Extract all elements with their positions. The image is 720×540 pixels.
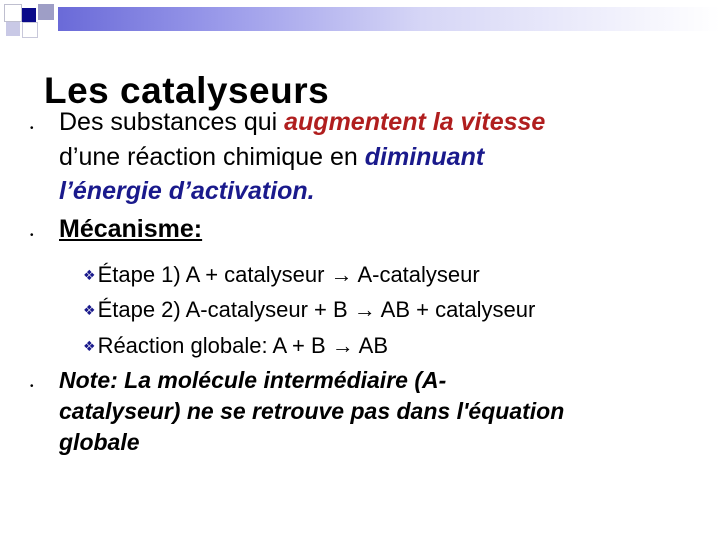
- decorative-square: [6, 22, 20, 36]
- bullet-1-highlight-red: augmentent la vitesse: [284, 108, 546, 136]
- sub-bullet-text: Étape 2) A-catalyseur + B → AB + catalyseur: [97, 297, 536, 322]
- bullet-icon: •: [30, 230, 34, 241]
- bullet-1-text: Des substances qui: [59, 108, 285, 136]
- note-line-3: globale: [59, 429, 140, 455]
- decorative-square: [4, 4, 22, 22]
- bullet-1-line-1: [59, 108, 545, 137]
- diamond-bullet-icon: ❖: [83, 267, 96, 283]
- decorative-square: [22, 22, 38, 38]
- note-line-2: catalyseur) ne se retrouve pas dans l'équation: [59, 398, 565, 424]
- sub-bullet-3: [83, 333, 388, 359]
- header-gradient-bar: [58, 7, 720, 31]
- decorative-header-band: [0, 0, 720, 46]
- sub-bullet-2: [83, 297, 535, 323]
- mechanism-heading: Mécanisme:: [59, 215, 203, 243]
- sub-bullet-1: [83, 262, 480, 288]
- sub-bullet-text: Étape 1) A + catalyseur → A-catalyseur: [97, 262, 480, 287]
- bullet-1-highlight-blue: diminuant: [364, 143, 485, 171]
- slide-title: Les catalyseurs: [44, 70, 330, 111]
- bullet-2-heading: [59, 215, 202, 244]
- bullet-1-text: d’une réaction chimique en: [59, 143, 365, 171]
- diamond-bullet-icon: ❖: [83, 338, 96, 354]
- bullet-icon: •: [30, 123, 34, 134]
- diamond-bullet-icon: ❖: [83, 302, 96, 318]
- bullet-icon: •: [30, 381, 34, 392]
- note-line-1: Note: La molécule intermédiaire (A-: [59, 367, 447, 393]
- decorative-square: [22, 8, 36, 22]
- sub-bullet-text: Réaction globale: A + B → AB: [97, 333, 389, 358]
- bullet-1-line-2: [59, 143, 484, 172]
- bullet-1-line-3: l’énergie d’activation.: [59, 177, 315, 205]
- decorative-square: [38, 4, 54, 20]
